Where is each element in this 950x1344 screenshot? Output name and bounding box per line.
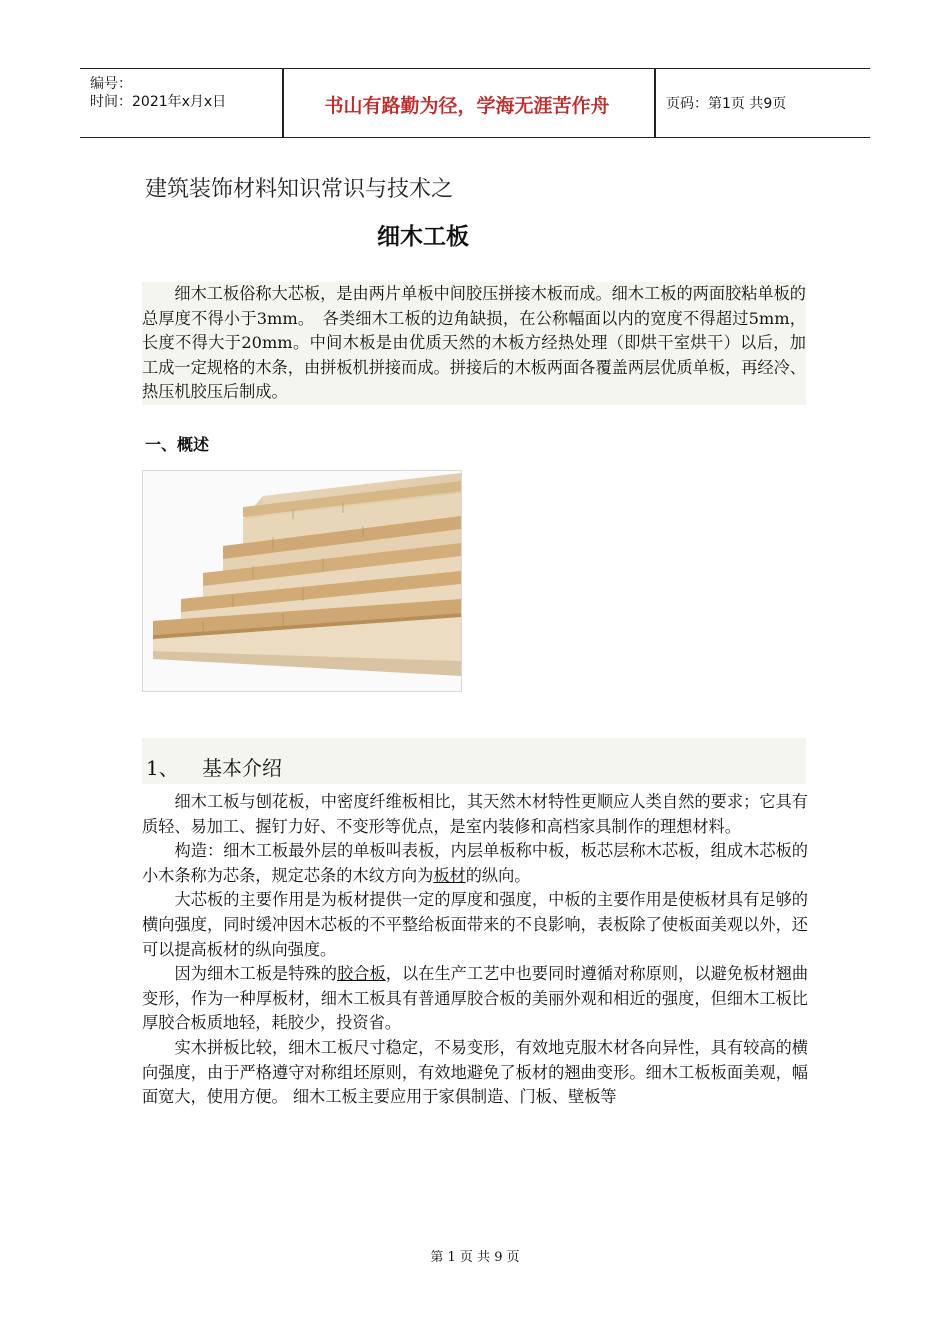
paragraph xyxy=(142,839,808,888)
subsection-number: 1、 xyxy=(146,756,179,780)
paragraph: 细木工板与刨花板，中密度纤维板相比，其天然木材特性更顺应人类自然的要求；它具有质轻、易加工、握钉力好、不变形等优点，是室内装修和高档家具制作的理想材料。 xyxy=(142,792,808,836)
page-title xyxy=(0,218,950,251)
intro-paragraph: 细木工板俗称大芯板，是由两片单板中间胶压拼接木板而成。细木工板的两面胶粘单板的总厚度不得小于3mm。 各类细木工板的边角缺损，在公称幅面以内的宽度不得超过5mm，长度不得大于20mm。中间木板是由优质天然的木板方经热处理（即烘干室烘干）以后，加工成一定规格的木条，由拼板机拼接而成。拼接后的木板两面各覆盖两层优质单板，再经冷、热压机胶压后制成。 xyxy=(142,284,806,401)
paragraph xyxy=(142,962,808,1036)
page-title-text: 细木工板 xyxy=(377,224,469,250)
paragraph: 实木拼板比较，细木工板尺寸稳定，不易变形，有效地克服木材各向异性，具有较高的横向强度，由于严格遵守对称组坯原则，有效地避免了板材的翘曲变形。细木工板板面美观，幅面宽大，使用方便。 细木工板主要应用于家俱制造、门板、壁板等 xyxy=(142,1037,808,1107)
header-time: 时间：2021年x月x日 xyxy=(90,94,227,110)
paragraph-text: ，以在生产工艺中也要同时遵循对称原则，以避免板材翘曲变形，作为一种厚板材，细木工板具有普通厚胶合板的美丽外观和相近的强度，但细木工板比厚胶合板质地轻，耗胶少，投资省。 xyxy=(142,964,809,1033)
body-text xyxy=(142,790,808,1110)
doc-supertitle: 建筑装饰材料知识常识与技术之 xyxy=(145,177,454,202)
subsection-title: 基本介绍 xyxy=(202,756,282,780)
paragraph: 大芯板的主要作用是为板材提供一定的厚度和强度，中板的主要作用是使板材具有足够的横向强度，同时缓冲因木芯板的不平整给板面带来的不良影响，表板除了使板面美观以外，还可以提高板材的纵向强度。 xyxy=(142,890,808,959)
header-number: 编号： xyxy=(90,76,132,92)
intro-paragraph-block xyxy=(142,282,806,405)
section-heading: 一、概述 xyxy=(145,435,210,454)
subsection-heading xyxy=(142,738,806,784)
page-header xyxy=(80,68,870,138)
link-board[interactable]: 板材 xyxy=(433,865,466,885)
blockboard-photo xyxy=(142,470,462,692)
header-page: 页码：第1页 共9页 xyxy=(666,96,787,112)
header-motto: 书山有路勤为径，学海无涯苦作舟 xyxy=(324,95,610,117)
paragraph-text: 构造：细木工板最外层的单板叫表板，内层单板称中板，板芯层称木芯板，组成木芯板的小木条称为芯条，规定芯条的木纹方向为 xyxy=(142,841,808,885)
paragraph-text: 的纵向。 xyxy=(465,865,531,885)
page-footer: 第 1 页 共 9 页 xyxy=(430,1250,520,1265)
paragraph-text: 因为细木工板是特殊的 xyxy=(142,964,337,984)
header-divider xyxy=(654,69,656,137)
link-plywood[interactable]: 胶合板 xyxy=(336,964,386,984)
